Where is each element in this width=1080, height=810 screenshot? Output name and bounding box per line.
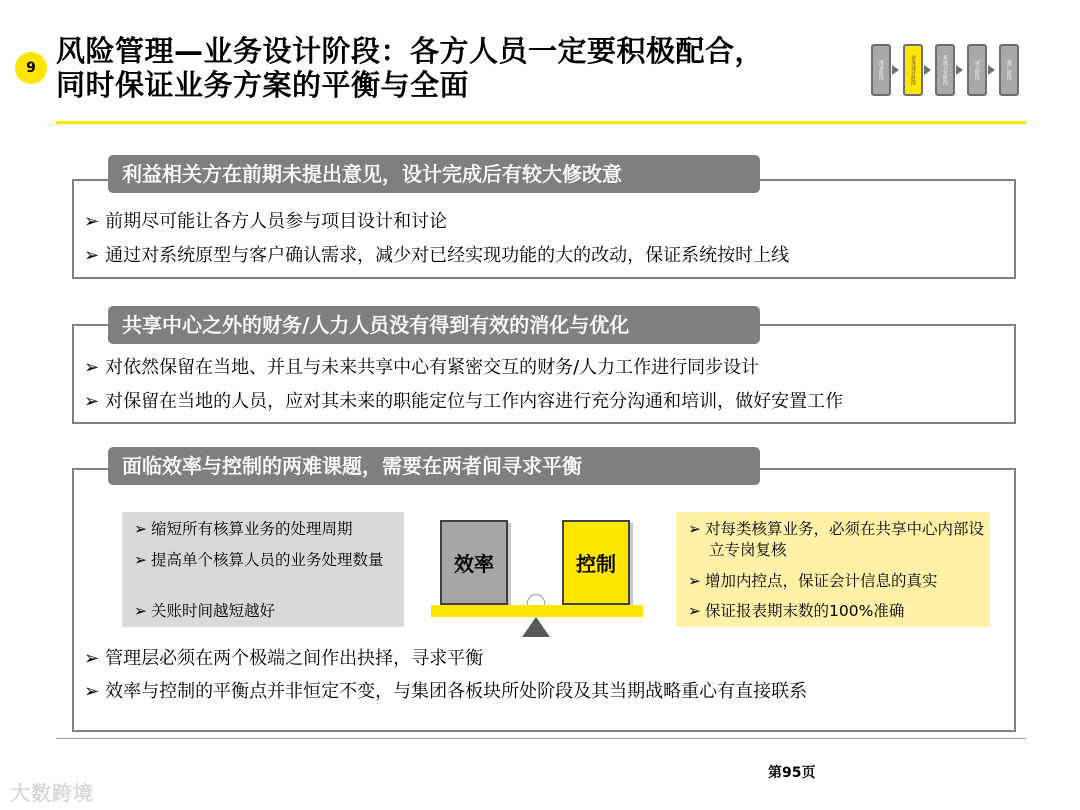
- balance-fulcrum-icon: [522, 617, 550, 637]
- bullet-arrow-icon: ➢: [688, 520, 701, 538]
- page-title: [56, 34, 856, 102]
- slide-number-badge: 9: [15, 52, 47, 84]
- phase-arrow-icon: [988, 65, 995, 75]
- efficiency-card: 效率: [440, 520, 508, 605]
- control-point: ➢ 对每类核算业务，必须在共享中心内部设立专岗复核: [688, 520, 985, 559]
- efficiency-point: ➢ 提高单个核算人员的业务处理数量: [134, 551, 384, 569]
- title-line-2: 同时保证业务方案的平衡与全面: [56, 68, 470, 102]
- section-3-bullet: ➢ 管理层必须在两个极端之间作出抉择，寻求平衡: [84, 648, 484, 669]
- phase-process-graphic: [871, 42, 1021, 100]
- section-1-bullet: ➢ 前期尽可能让各方人员参与项目设计和讨论: [84, 211, 448, 232]
- phase-step-active: 业务设计阶段: [903, 44, 923, 96]
- title-line-1: 风险管理—业务设计阶段：各方人员一定要积极配合，: [56, 34, 765, 68]
- phase-step: 推广阶段: [999, 44, 1019, 96]
- control-point: ➢ 增加内控点，保证会计信息的真实: [688, 572, 938, 590]
- bullet-arrow-icon: ➢: [134, 551, 147, 569]
- bullet-arrow-icon: ➢: [84, 391, 100, 412]
- section-3-bullet: ➢ 效率与控制的平衡点并非恒定不变，与集团各板块所处阶段及其当期战略重心有直接联系: [84, 681, 808, 702]
- efficiency-point: ➢ 缩短所有核算业务的处理周期: [134, 520, 353, 538]
- phase-arrow-icon: [924, 65, 931, 75]
- phase-step: 准备阶段: [871, 44, 891, 96]
- page-number: 第95页: [768, 765, 816, 781]
- phase-step: 试点阶段: [967, 44, 987, 96]
- bullet-arrow-icon: ➢: [84, 211, 100, 232]
- bullet-arrow-icon: ➢: [84, 245, 100, 266]
- bullet-arrow-icon: ➢: [84, 357, 100, 378]
- bullet-arrow-icon: ➢: [134, 602, 147, 620]
- phase-arrow-icon: [956, 65, 963, 75]
- section-2-header: 共享中心之外的财务/人力人员没有得到有效的消化与优化: [108, 306, 760, 344]
- bullet-arrow-icon: ➢: [84, 648, 100, 669]
- footer-divider: [56, 738, 1026, 739]
- watermark-logo: 大数跨境: [10, 781, 94, 805]
- section-1-bullet: ➢ 通过对系统原型与客户确认需求，减少对已经实现功能的大的改动，保证系统按时上线: [84, 245, 790, 266]
- efficiency-point: ➢ 关账时间越短越好: [134, 602, 276, 620]
- bullet-arrow-icon: ➢: [134, 520, 147, 538]
- section-1-header: 利益相关方在前期未提出意见，设计完成后有较大修改意: [108, 155, 760, 193]
- bullet-arrow-icon: ➢: [688, 572, 701, 590]
- section-2-bullet: ➢ 对依然保留在当地、并且与未来共享中心有紧密交互的财务/人力工作进行同步设计: [84, 357, 760, 378]
- control-point: ➢ 保证报表期末数的100%准确: [688, 602, 905, 620]
- phase-step: 系统开发阶段: [935, 44, 955, 96]
- section-3-header: 面临效率与控制的两难课题，需要在两者间寻求平衡: [108, 447, 760, 485]
- section-2-bullet: ➢ 对保留在当地的人员，应对其未来的职能定位与工作内容进行充分沟通和培训，做好安置工作: [84, 391, 844, 412]
- control-card: 控制: [562, 520, 630, 605]
- phase-arrow-icon: [892, 65, 899, 75]
- bullet-arrow-icon: ➢: [84, 681, 100, 702]
- balance-beam: [431, 605, 643, 617]
- title-divider: [56, 121, 1026, 124]
- bullet-arrow-icon: ➢: [688, 602, 701, 620]
